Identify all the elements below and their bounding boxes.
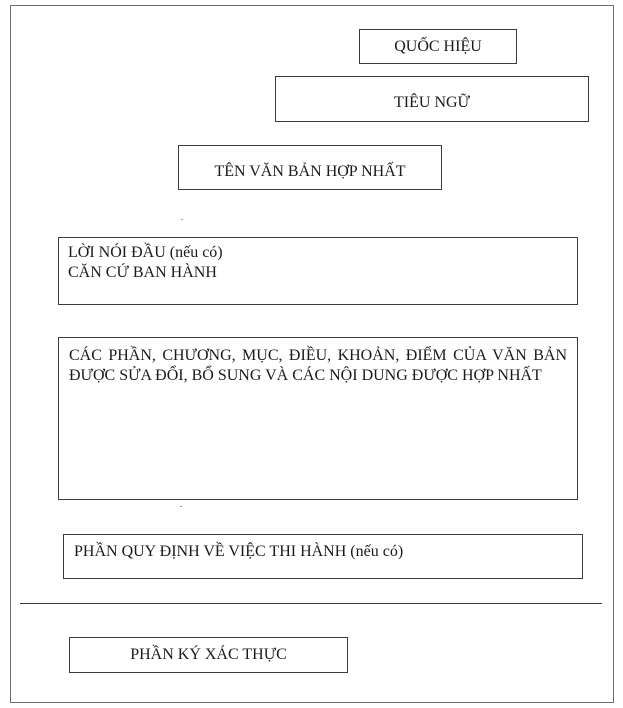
noi-dung-label: CÁC PHẦN, CHƯƠNG, MỤC, ĐIỀU, KHOẢN, ĐIỂM CỦA VĂN BẢN ĐƯỢC SỬA ĐỔI, BỔ SUNG VÀ CÁC NỘI DUNG ĐƯỢC HỢP NHẤT: [69, 347, 567, 384]
loi-noi-dau-label: LỜI NÓI ĐẦU (nếu có): [68, 244, 223, 261]
can-cu-ban-hanh-label: CĂN CỨ BAN HÀNH: [68, 264, 217, 281]
signature-divider: [20, 603, 602, 604]
thi-hanh-label: PHẦN QUY ĐỊNH VỀ VIỆC THI HÀNH (nếu có): [74, 543, 404, 560]
scan-speck: [180, 506, 182, 507]
tieu-ngu-label: TIÊU NGỮ: [394, 94, 470, 111]
quoc-hieu-label: QUỐC HIỆU: [394, 37, 482, 55]
ten-van-ban-box: [178, 145, 442, 190]
ky-xac-thuc-box: [69, 637, 348, 673]
thi-hanh-box: [63, 534, 583, 579]
quoc-hieu-box: [359, 29, 517, 64]
ky-xac-thuc-label: PHẦN KÝ XÁC THỰC: [130, 646, 287, 663]
scan-speck: [181, 219, 183, 220]
tieu-ngu-box: [275, 76, 589, 122]
ten-van-ban-label: TÊN VĂN BẢN HỢP NHẤT: [214, 162, 406, 180]
loi-noi-dau-box: [58, 237, 578, 305]
noi-dung-box: [58, 337, 578, 500]
